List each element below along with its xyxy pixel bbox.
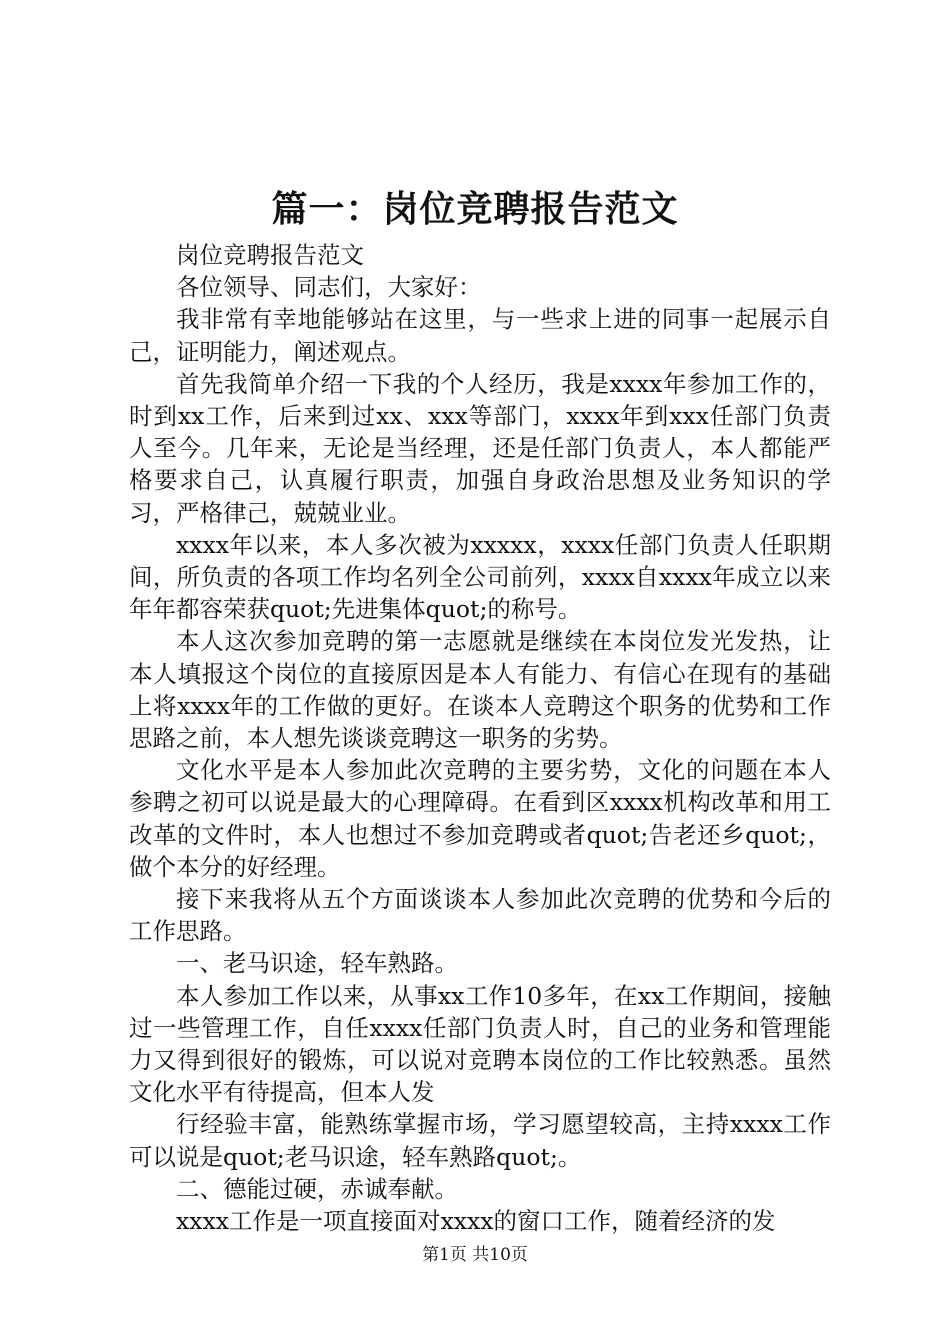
paragraph-3: 我非常有幸地能够站在这里，与一些求上进的同事一起展示自己，证明能力，阐述观点。 — [129, 305, 831, 366]
paragraph-6: 本人这次参加竞聘的第一志愿就是继续在本岗位发光发热，让本人填报这个岗位的直接原因是本人有能力、有信心在现有的基础上将xxxx年的工作做的更好。在谈本人竞聘这个职务的优势和工作思路之前，本人想先谈谈竞聘这一职务的劣势。 — [129, 627, 831, 753]
section-heading-1: 一、老马识途，轻车熟路。 — [176, 949, 458, 978]
paragraph-11: xxxx工作是一项直接面对xxxx的窗口工作，随着经济的发 — [176, 1207, 776, 1236]
paragraph-4: 首先我简单介绍一下我的个人经历，我是xxxx年参加工作的，时到xx工作，后来到过xx、xxx等部门，xxxx年到xxx任部门负责人至今。几年来，无论是当经理，还是任部门负责人，本人都能严格要求自己，认真履行职责，加强自身政治思想及业务知识的学习，严格律己，兢兢业业。 — [129, 369, 831, 527]
document-title: 篇一：岗位竞聘报告范文 — [271, 188, 679, 230]
paragraph-1: 岗位竞聘报告范文 — [176, 241, 364, 269]
paragraph-8: 接下来我将从五个方面谈谈本人参加此次竞聘的优势和今后的工作思路。 — [129, 885, 831, 946]
section-heading-2: 二、德能过硬，赤诚奉献。 — [176, 1174, 458, 1203]
paragraph-10: 行经验丰富，能熟练掌握市场，学习愿望较高，主持xxxx工作可以说是quot;老马识途，轻车熟路quot;。 — [129, 1110, 831, 1171]
document-body — [129, 239, 831, 1237]
paragraph-2: 各位领导、同志们，大家好： — [176, 273, 482, 302]
paragraph-5: xxxx年以来，本人多次被为xxxxx，xxxx任部门负责人任职期间，所负责的各项工作均名列全公司前列，xxxx自xxxx年成立以来年年都容荣获quot;先进集体quot;的称号。 — [129, 530, 831, 624]
paragraph-9: 本人参加工作以来，从事xx工作10多年，在xx工作期间，接触过一些管理工作，自任xxxx任部门负责人时，自己的业务和管理能力又得到很好的锻炼，可以说对竞聘本岗位的工作比较熟悉。虽然文化水平有待提高，但本人发 — [129, 981, 831, 1107]
paragraph-7: 文化水平是本人参加此次竞聘的主要劣势，文化的问题在本人参聘之初可以说是最大的心理障碍。在看到区xxxx机构改革和用工改革的文件时，本人也想过不参加竞聘或者quot;告老还乡quot;，做个本分的好经理。 — [129, 756, 831, 881]
page-footer: 第1页 共10页 — [422, 1245, 528, 1265]
